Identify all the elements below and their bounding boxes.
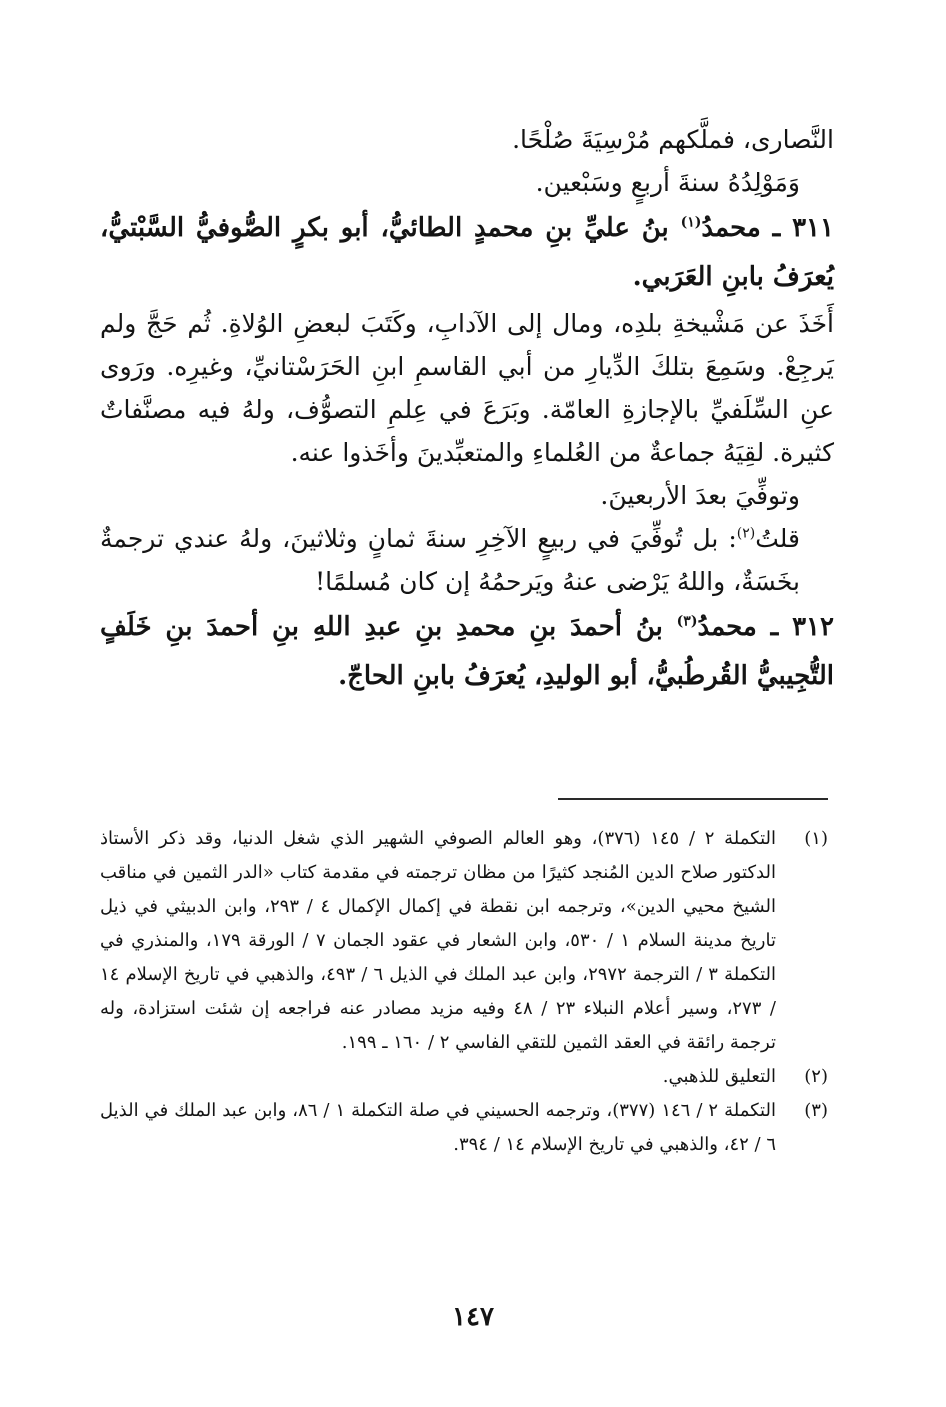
entry-number: ٣١٢ ـ xyxy=(770,612,834,642)
footnote-ref: (١) xyxy=(680,214,702,231)
entry-title: بنُ أحمدَ بنِ محمدِ بنِ عبدِ اللهِ بنِ أحمدَ بنِ خَلَفٍ التُّجِيبيُّ القُرطُبيُّ، أبو الوليدِ، يُعرَفُ بابنِ الحاجّ. xyxy=(100,612,834,691)
text-line: وَمَوْلِدُهُ سنةَ أربعٍ وسَبْعين. xyxy=(535,168,800,197)
comment-text: : بل تُوفِّيَ في ربيعٍ الآخِرِ سنةَ ثمانٍ وثلاثينَ، ولهُ عندي ترجمةٌ بخَسَةٌ، واللهُ يَرْضى عنهُ ويَرحمُهُ إن كان مُسلمًا! xyxy=(100,524,800,596)
page-number: ١٤٧ xyxy=(452,1302,494,1332)
footnotes xyxy=(100,822,828,1162)
footnote-ref: (٣) xyxy=(676,613,698,630)
footnote-item xyxy=(100,1094,828,1162)
entry-title: بنُ عليِّ بنِ محمدٍ الطائيُّ، أبو بكرٍ الصُّوفيُّ السَّبْتيُّ، يُعرَفُ بابنِ العَرَبي. xyxy=(100,213,834,292)
paragraph xyxy=(100,517,834,603)
main-text xyxy=(100,118,834,701)
comment-lead: قلتُ xyxy=(755,524,800,553)
footnote-text: التعليق للذهبي. xyxy=(662,1066,776,1087)
entry-name: محمدُ xyxy=(697,612,757,642)
biography-entry-312 xyxy=(100,603,834,701)
entry-name: محمدُ xyxy=(701,213,761,243)
footnote-number: (٣) xyxy=(804,1100,828,1121)
footnote-number: (١) xyxy=(804,828,828,849)
paragraph: وتوفِّيَ بعدَ الأربعينَ. xyxy=(600,481,800,510)
paragraph: أَخَذَ عن مَشْيخةِ بلدِه، ومال إلى الآدابِ، وكَتَبَ لبعضِ الوُلاةِ. ثُم حَجَّ ولم يَرجِعْ. وسَمِعَ بتلكَ الدِّيارِ من أبي القاسمِ ابنِ الحَرَسْتانيِّ، وغيرِه. ورَوى عنِ السِّلَفيِّ بالإجازةِ العامّة. وبَرَعَ في عِلمِ التصوُّف، ولهُ فيه مصنَّفاتٌ كثيرة. لقِيَهُ جماعةٌ من العُلماءِ والمتعبِّدينَ وأخَذوا عنه. xyxy=(100,309,834,467)
entry-number: ٣١١ ـ xyxy=(772,213,834,243)
footnote-text: التكملة ٢ / ١٤٥ (٣٧٦)، وهو العالم الصوفي الشهير الذي شغل الدنيا، وقد ذكر الأستاذ الدكتور صلاح الدين المُنجد كثيرًا من مظان ترجمته في مقدمة كتاب «الدر الثمين في مناقب الشيخ محيي الدين»، وترجمه ابن نقطة في إكمال الإكمال ٤ / ٢٩٣، وابن الدبيثي في ذيل تاريخ مدينة السلام ١ / ٥٣٠، وابن الشعار في عقود الجمان ٧ / الورقة ١٧٩، والمنذري في التكملة ٣ / الترجمة ٢٩٧٢، وابن عبد الملك في الذيل ٦ / ٤٩٣، والذهبي في تاريخ الإسلام ١٤ / ٢٧٣، وسير أعلام النبلاء ٢٣ / ٤٨ وفيه مزيد مصادر عنه فراجعه إن شئت استزادة، وله ترجمة رائقة في العقد الثمين للتقي الفاسي ٢ / ١٦٠ ـ ١٩٩. xyxy=(100,828,776,1053)
footnote-text: التكملة ٢ / ١٤٦ (٣٧٧)، وترجمه الحسيني في صلة التكملة ١ / ٨٦، وابن عبد الملك في الذيل ٦ / ٤٢، والذهبي في تاريخ الإسلام ١٤ / ٣٩٤. xyxy=(100,1100,776,1155)
footnote-ref: (٢) xyxy=(736,525,756,542)
footnote-item xyxy=(100,1060,828,1094)
footnote-separator xyxy=(558,798,828,800)
text-line: النَّصارى، فملَّكهم مُرْسِيَةَ صُلْحًا. xyxy=(512,125,834,154)
footnote-number: (٢) xyxy=(804,1066,828,1087)
footnote-item xyxy=(100,822,828,1060)
biography-entry-311 xyxy=(100,204,834,302)
